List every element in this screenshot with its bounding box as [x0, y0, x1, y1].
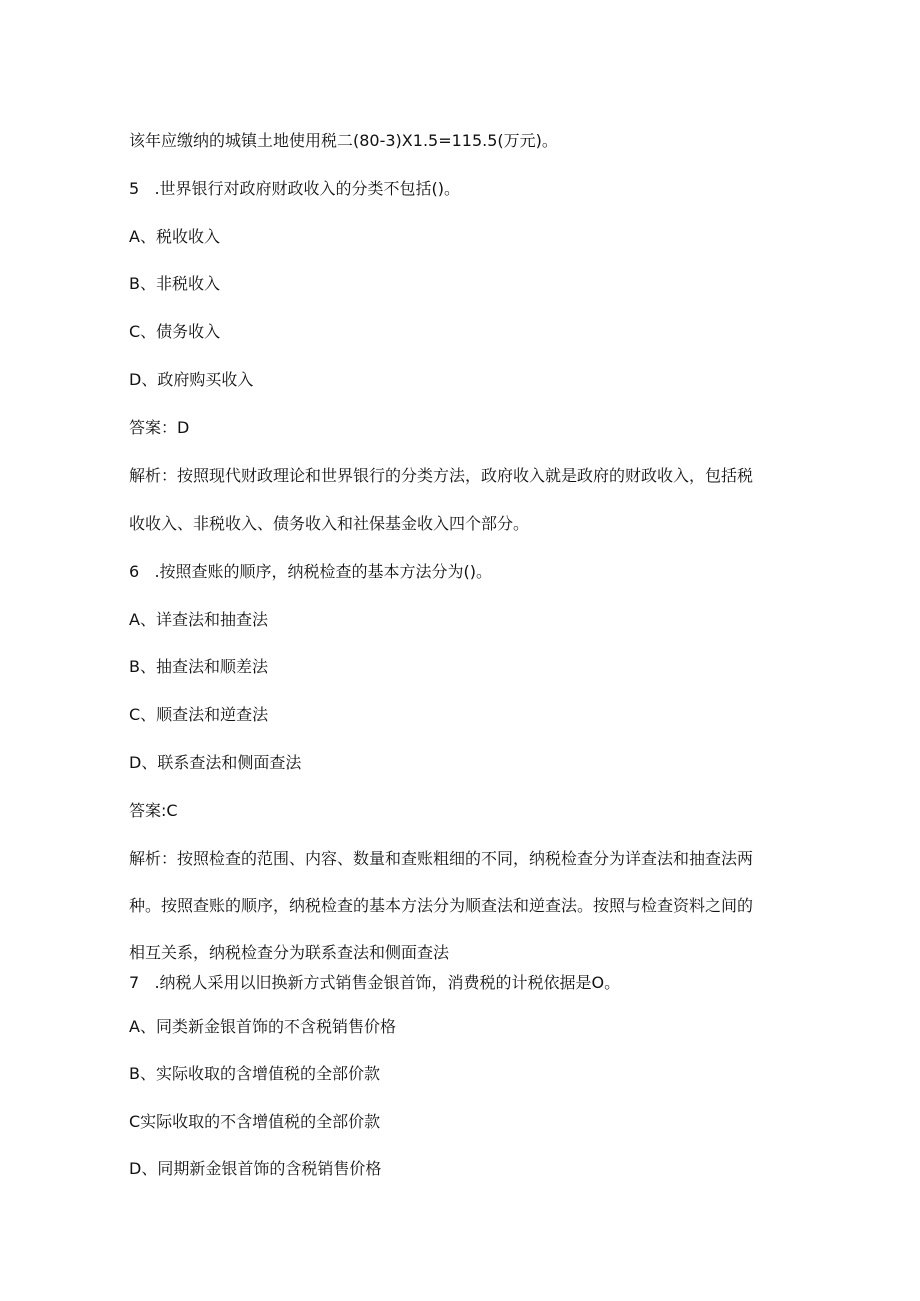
- question-6-explanation-line-2: 种。按照查账的顺序，纳税检查的基本方法分为顺查法和逆查法。按照与检查资料之间的: [129, 896, 754, 915]
- question-7-option-d: D、同期新金银首饰的含税销售价格: [129, 1159, 382, 1178]
- question-5-explanation-line-2: 收收入、非税收入、债务收入和社保基金收入四个部分。: [129, 514, 530, 533]
- question-5-option-c: C、债务收入: [129, 322, 221, 341]
- question-6-option-b: B、抽查法和顺差法: [129, 657, 268, 676]
- question-7-option-c: C实际收取的不含增值税的全部价款: [129, 1112, 381, 1131]
- question-6-explanation-line-3: 相互关系，纳税检查分为联系查法和侧面查法: [129, 943, 450, 962]
- question-7-option-a: A、同类新金银首饰的不含税销售价格: [129, 1017, 396, 1036]
- tax-calculation-line: 该年应缴纳的城镇土地使用税二(80-3)X1.5=115.5(万元)。: [129, 131, 558, 150]
- question-6-text: 6 .按照查账的顺序，纳税检查的基本方法分为()。: [129, 562, 493, 581]
- question-5-option-a: A、税收收入: [129, 227, 220, 246]
- question-5-explanation-line-1: 解析：按照现代财政理论和世界银行的分类方法，政府收入就是政府的财政收入，包括税: [129, 466, 754, 485]
- question-7-text: 7 .纳税人采用以旧换新方式销售金银首饰，消费税的计税依据是O。: [129, 973, 621, 992]
- question-6-option-d: D、联系查法和侧面查法: [129, 753, 302, 772]
- question-5-option-b: B、非税收入: [129, 274, 220, 293]
- question-5-text: 5 .世界银行对政府财政收入的分类不包括()。: [129, 179, 461, 198]
- question-6-answer: 答案:C: [129, 801, 178, 820]
- question-6-explanation-line-1: 解析：按照检查的范围、内容、数量和查账粗细的不同，纳税检查分为详查法和抽查法两: [129, 849, 754, 868]
- question-5-answer: 答案：D: [129, 418, 190, 437]
- question-5-option-d: D、政府购买收入: [129, 370, 254, 389]
- question-7-option-b: B、实际收取的含增值税的全部价款: [129, 1064, 380, 1083]
- question-6-option-a: A、详查法和抽查法: [129, 610, 268, 629]
- question-6-option-c: C、顺查法和逆查法: [129, 705, 269, 724]
